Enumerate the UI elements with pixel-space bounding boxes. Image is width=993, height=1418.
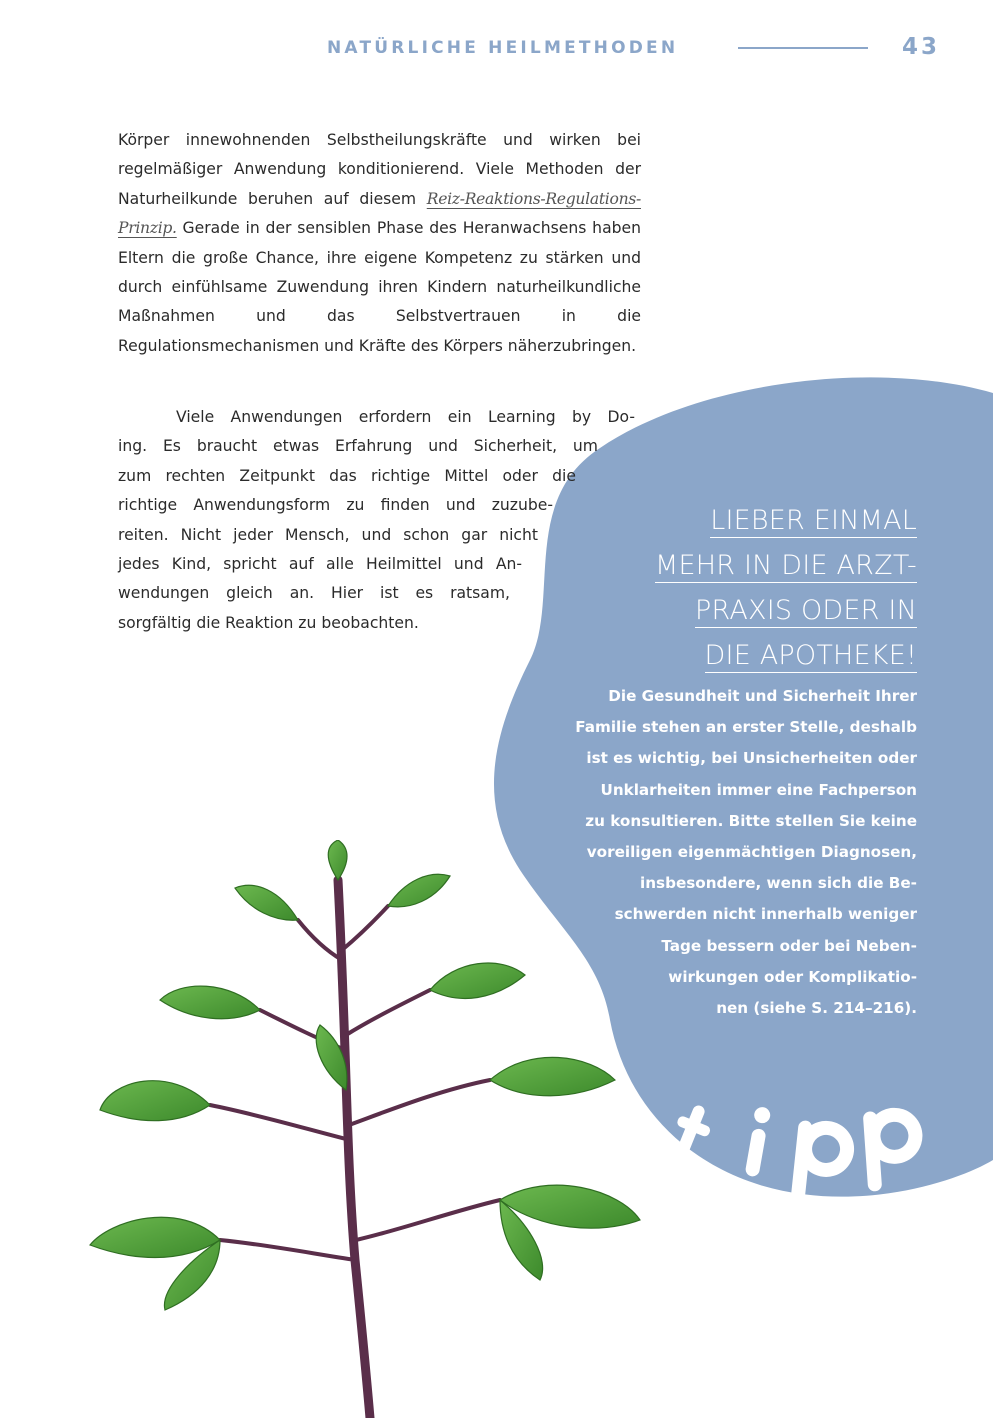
- tip-body-line: ist es wichtig, bei Unsicherheiten oder: [586, 749, 917, 768]
- tip-body-line: Tage bessern oder bei Neben-: [661, 936, 917, 955]
- body-paragraph-2: [118, 403, 638, 638]
- para2-line: jedes Kind, spricht auf alle Heilmittel und An-: [118, 555, 522, 574]
- para2-line: wendungen gleich an. Hier ist es ratsam,: [118, 584, 510, 603]
- cross-reference-link[interactable]: Reiz-Reaktions-Regulations-Prinzip.: [118, 189, 641, 238]
- page-number: 43: [902, 34, 941, 60]
- tip-body-line: Familie stehen an erster Stelle, deshalb: [575, 718, 917, 737]
- para1-rest: Gerade in der sensiblen Phase des Heranwachsens haben Eltern die große Chance, ihre eigene Kompetenz zu stärken und durch einfühlsame Zuwendung ihren Kindern naturheilkundliche Maßnahmen und das Selbstvertrauen in die Regulationsmechanismen und Kräfte des Körpers näherzubringen.: [118, 219, 641, 355]
- tip-body-line: voreiligen eigenmächtigen Diagnosen,: [586, 843, 917, 862]
- para1-line: der Naturheilkunde beruhen auf diesem: [118, 160, 641, 208]
- tipp-label-graphic: [664, 1040, 944, 1210]
- tip-body-line: insbesondere, wenn sich die Be-: [640, 874, 917, 893]
- para2-line: sorgfältig die Reaktion zu beobachten.: [118, 613, 419, 632]
- running-header-title: NATÜRLICHE HEILMETHODEN: [327, 38, 679, 58]
- para2-line: Viele Anwendungen erfordern ein Learning by Do-: [176, 408, 635, 426]
- tip-body-line: zu konsultieren. Bitte stellen Sie keine: [585, 811, 917, 830]
- tip-heading-line: DIE APOTHEKE!: [704, 640, 917, 671]
- tip-heading-line: PRAXIS ODER IN: [694, 595, 917, 626]
- tip-heading-line: LIEBER EINMAL: [710, 505, 917, 536]
- para2-line: ing. Es braucht etwas Erfahrung und Sicherheit, um: [118, 437, 598, 456]
- tip-body-line: nen (siehe S. 214–216).: [716, 999, 917, 1018]
- tip-body-line: Die Gesundheit und Sicherheit Ihrer: [608, 687, 917, 705]
- tip-heading: [617, 498, 917, 678]
- para1-line: Körper innewohnenden Selbstheilungskräfte und wirken bei: [118, 131, 641, 149]
- body-paragraph-1: [118, 126, 641, 361]
- tip-heading-line: MEHR IN DIE ARZT-: [654, 550, 917, 581]
- nettle-plant-illustration: [70, 840, 650, 1418]
- para2-line: zum rechten Zeitpunkt das richtige Mittel oder die: [118, 466, 576, 485]
- para2-line: richtige Anwendungsform zu finden und zuzube-: [118, 496, 553, 515]
- para2-line: reiten. Nicht jeder Mensch, und schon gar nicht: [118, 525, 538, 544]
- tip-body-line: Unklarheiten immer eine Fachperson: [600, 780, 917, 799]
- tip-body-line: schwerden nicht innerhalb weniger: [614, 905, 917, 924]
- para1-line: regelmäßiger Anwendung konditionierend. Viele Methoden: [118, 160, 604, 179]
- tip-body-line: wirkungen oder Komplikatio-: [668, 967, 917, 986]
